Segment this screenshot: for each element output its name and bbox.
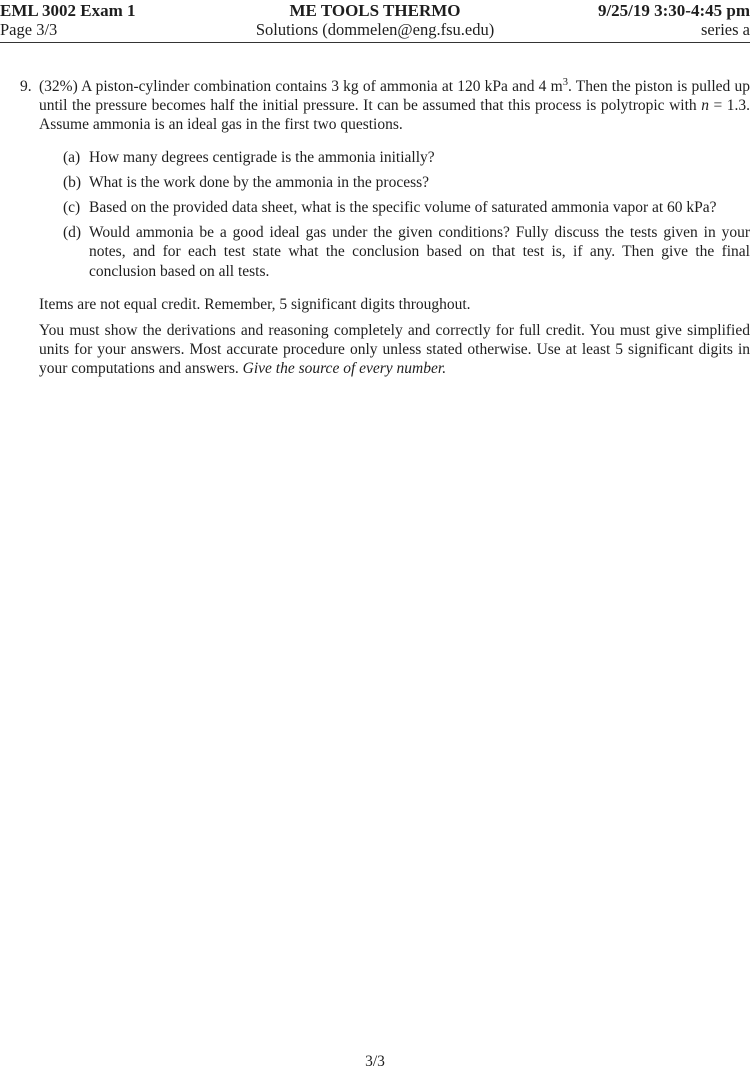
- question-parts: [39, 148, 750, 281]
- header-rule: [0, 42, 750, 43]
- polytropic-exponent-variable: n: [701, 97, 709, 115]
- instructions-note: [39, 321, 750, 379]
- header-center: [0, 1, 750, 39]
- exam-content: [0, 77, 750, 379]
- instructions-regular: You must show the derivations and reasoning completely and correctly for full credit. You must give simplified units for your answers. Most accurate procedure only unless stated otherwise. Use at least 5 significant digits in your computations and answers.: [39, 322, 750, 378]
- page-number-label: Page 3/3: [0, 20, 58, 39]
- question-part-a: [39, 148, 750, 167]
- intro-text-1: (32%) A piston-cylinder combination contains 3 kg of ammonia at 120 kPa and 4 m: [39, 78, 563, 95]
- cubed-superscript: 3: [562, 76, 568, 88]
- part-text: What is the work done by the ammonia in the process?: [89, 173, 430, 191]
- exam-datetime: 9/25/19 3:30-4:45 pm: [597, 1, 750, 20]
- part-label: (d): [63, 224, 82, 242]
- series-label: series a: [700, 20, 750, 39]
- part-text: How many degrees centigrade is the ammonia initially?: [89, 148, 435, 166]
- question-intro: [39, 77, 750, 135]
- part-label: (b): [63, 173, 82, 191]
- part-label: (c): [63, 199, 81, 217]
- part-label: (a): [63, 148, 81, 166]
- part-text: Based on the provided data sheet, what is the specific volume of saturated ammonia vapor at 60 kPa?: [89, 199, 717, 217]
- footer-page-indicator: 3/3: [365, 1053, 385, 1070]
- part-text: Would ammonia be a good ideal gas under the given conditions? Fully discuss the tests given in your notes, and for each test state what the conclusion based on that test is, if any. Then give the final conclusion based on all tests.: [89, 224, 750, 280]
- solutions-contact: Solutions (dommelen@eng.fsu.edu): [255, 20, 495, 39]
- question-9: [0, 77, 750, 379]
- question-number: 9.: [20, 78, 32, 95]
- intro-text-3: = 1.3. Assume ammonia is an ideal gas in the first two questions.: [39, 97, 750, 134]
- instructions-italic: Give the source of every number.: [242, 360, 447, 378]
- question-part-d: [39, 223, 750, 281]
- exam-subject-title: ME TOOLS THERMO: [289, 1, 461, 20]
- credit-note: Items are not equal credit. Remember, 5 significant digits throughout.: [39, 295, 471, 313]
- question-part-c: [39, 198, 750, 217]
- intro-text-2: . Then the piston is pulled up until the pressure becomes half the initial pressure. It can be assumed that this process is polytropic with: [39, 78, 750, 115]
- question-part-b: [39, 173, 750, 192]
- question-body: [39, 77, 750, 379]
- course-exam-title: EML 3002 Exam 1: [0, 1, 136, 20]
- page-header: [0, 0, 750, 39]
